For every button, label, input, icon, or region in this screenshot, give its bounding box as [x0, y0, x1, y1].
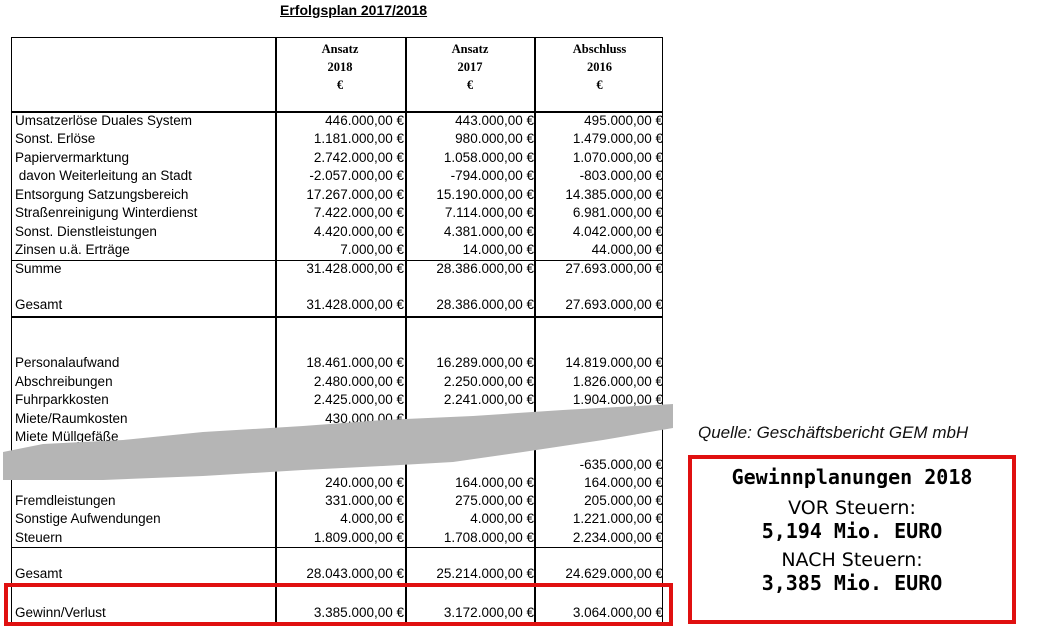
callout-before-value: 5,194 Mio. EURO — [761, 519, 943, 543]
column-header-ansatz-2018: Ansatz 2018 € — [321, 42, 359, 92]
page-title: Erfolgsplan 2017/2018 — [280, 2, 428, 18]
callout-before-label: VOR Steuern: — [788, 497, 916, 519]
torn-paper-overlay — [3, 404, 673, 480]
section-divider — [12, 316, 662, 318]
column-header-abschluss-2016: Abschluss 2016 € — [572, 42, 627, 92]
gewinnplanung-callout — [688, 455, 1016, 624]
erfolgsplan-table: Ansatz 2018 € Ansatz 2017 € Abschluss 2016 € Umsatzerlöse Duales System 446.000,00 € 443.000,00 € 495.000,00 € Sonst. Erlöse 1.181.000,00 € 980.000,00 € 1.479.000,00 € Papiervermarktung 2.742.000,00 € 1.058.000,00 € 1.070.000,00 € davon Weiterleitung an Stadt -2.057.000,00 € -794.000,00 € -803.000,00 € Entsorgung Satzungsbereich 17.267.000,00 € 15.190.000,00 € 14.385.000,00 € Straßenreinigung Winterdienst 7.422.000,00 € 7.114.000,00 € 6.981.000,00 € Sonst. Dienstleistungen 4.420.000,00 € 4.381.000,00 € 4.042.000,00 € Zinsen u.ä. Erträge 7.000,00 € 14.000,00 € 44.000,00 € Summe 31.428.000,00 € 28.386.000,00 € 27.693.000,00 € Gesamt 31.428.000,00 € 28.386.000,00 € 27.693.000,00 € Personalaufwand 18.461.000,00 € 16.289.000,00 € 14.819.000,00 € Abschreibungen 2.480.000,00 € 2.250.000,00 € 1.826.000,00 € Fuhrparkkosten 2.425.000,00 € 2.241.000,00 € 1.904.000,00 € Miete/Raumkosten 430.000,00 € Miete Müllgefäße -635.000,00 € 240.000,00 € 164.000,00 € 164.000,00 € Fremdleistungen 331.000,00 € 275.000,00 € 205.000,00 € Sonstige Aufwendungen 4.000,00 € 4.000,00 € 1.221.000,00 € Steuern 1.809.000,00 € 1.708.000,00 € 2.234.000,00 € Gesamt 28.043.000,00 € 25.214.000,00 € 24.629.000,00 € Gewinn/Verlust 3.385.000,00 € 3.172.000,00 € 3.064.000,00 € — [11, 37, 663, 623]
row-divider — [12, 547, 662, 548]
callout-after-label: NACH Steuern: — [781, 549, 923, 571]
column-header-ansatz-2017: Ansatz 2017 € — [451, 42, 489, 92]
source-note: Quelle: Geschäftsbericht GEM mbH — [698, 423, 969, 442]
callout-after-value: 3,385 Mio. EURO — [761, 571, 943, 595]
callout-heading: Gewinnplanungen 2018 — [731, 465, 973, 489]
gewinn-verlust-highlight — [4, 583, 673, 626]
